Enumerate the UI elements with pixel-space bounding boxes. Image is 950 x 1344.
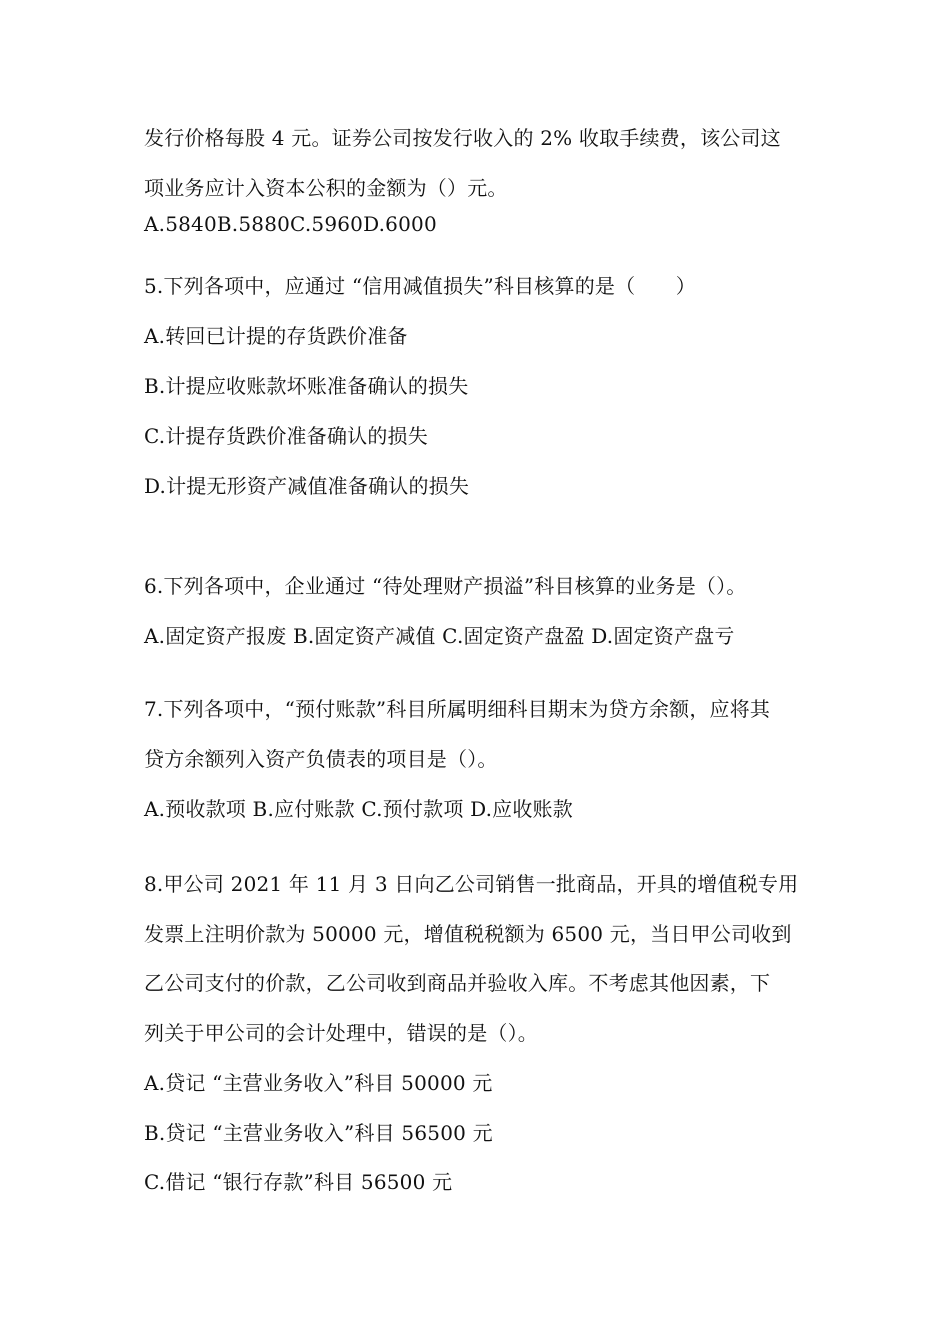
question-5-stem: 5.下列各项中，应通过 “信用减值损失”科目核算的是（ ） [144,274,696,298]
question-4-text-line-2: 项业务应计入资本公积的金额为（）元。 [144,176,508,200]
question-8-stem-line-2: 发票上注明价款为 50000 元，增值税税额为 6500 元，当日甲公司收到 [144,922,792,946]
question-8-option-a: A.贷记 “主营业务收入”科目 50000 元 [144,1071,493,1095]
question-8-stem-line-1: 8.甲公司 2021 年 11 月 3 日向乙公司销售一批商品，开具的增值税专用 [144,872,799,896]
question-8-stem-line-4: 列关于甲公司的会计处理中，错误的是（）。 [144,1021,538,1045]
question-7-stem-line-1: 7.下列各项中，“预付账款”科目所属明细科目期末为贷方余额，应将其 [144,697,771,721]
question-4-text-line-1: 发行价格每股 4 元。证券公司按发行收入的 2% 收取手续费，该公司这 [144,126,781,150]
question-5-option-a: A.转回已计提的存货跌价准备 [144,324,408,348]
question-8-option-c: C.借记 “银行存款”科目 56500 元 [144,1170,453,1194]
question-6-options: A.固定资产报废 B.固定资产减值 C.固定资产盘盈 D.固定资产盘亏 [144,624,735,648]
question-5-option-c: C.计提存货跌价准备确认的损失 [144,424,428,448]
question-8-stem-line-3: 乙公司支付的价款，乙公司收到商品并验收入库。不考虑其他因素，下 [144,971,771,995]
question-6-stem: 6.下列各项中，企业通过 “待处理财产损溢”科目核算的业务是（）。 [144,574,747,598]
question-7-options: A.预收款项 B.应付账款 C.预付款项 D.应收账款 [144,797,573,821]
question-5-option-b: B.计提应收账款坏账准备确认的损失 [144,374,469,398]
question-4-options: A.5840B.5880C.5960D.6000 [144,212,437,236]
question-7-stem-line-2: 贷方余额列入资产负债表的项目是（）。 [144,747,498,771]
question-8-option-b: B.贷记 “主营业务收入”科目 56500 元 [144,1121,493,1145]
question-5-option-d: D.计提无形资产减值准备确认的损失 [144,474,470,498]
